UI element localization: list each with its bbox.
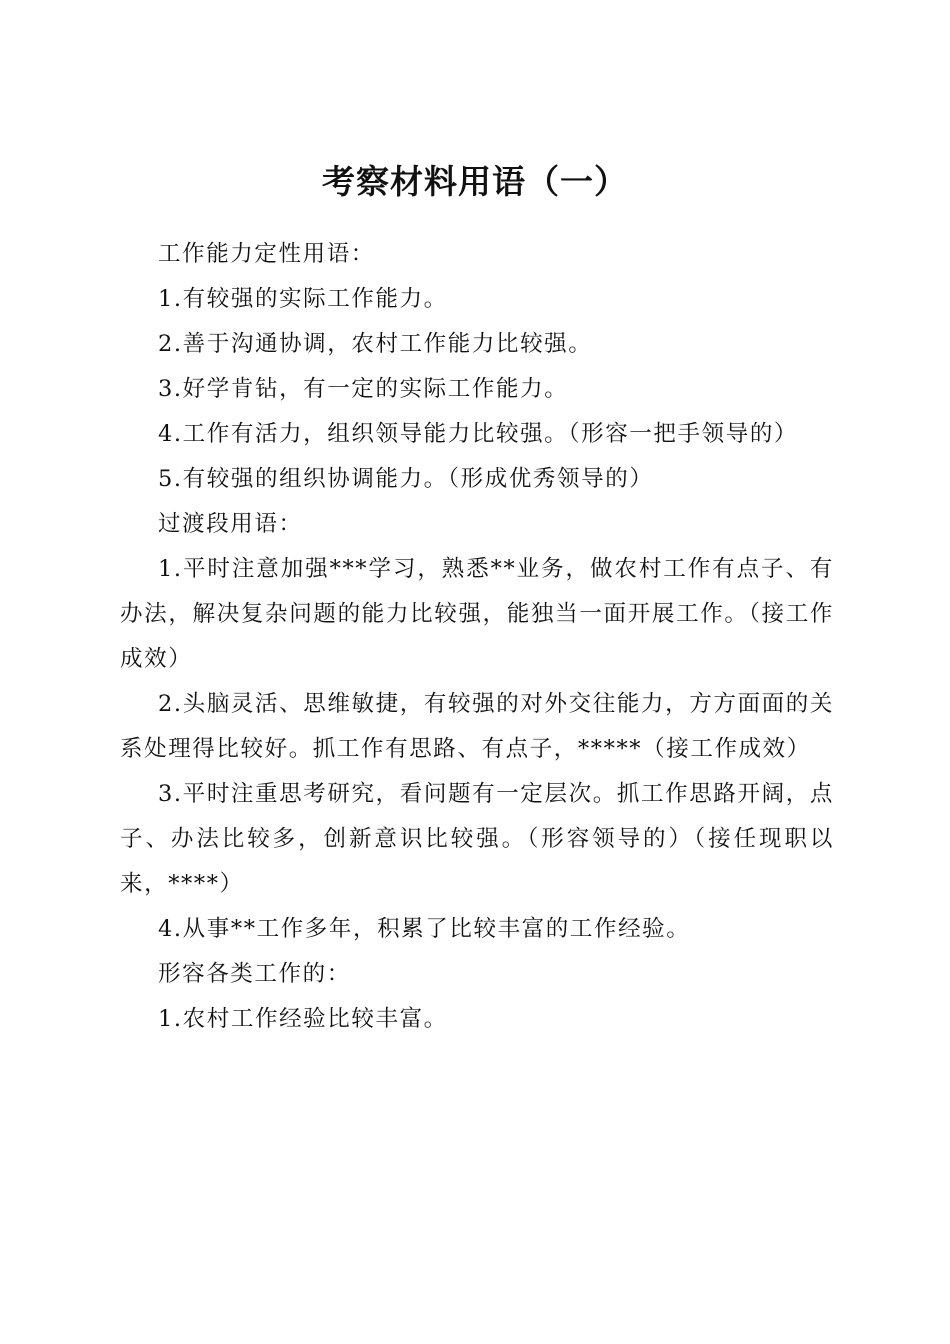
list-item: 3.好学肯钻，有一定的实际工作能力。 — [158, 376, 569, 402]
list-item: 2.善于沟通协调，农村工作能力比较强。 — [158, 331, 593, 357]
page-title: 考察材料用语（一） — [322, 162, 628, 202]
list-item: 3.平时注重思考研究，看问题有一定层次。抓工作思路开阔，点子、办法比较多，创新意识比较强。（形容领导的）（接任现职以来，****） — [120, 781, 834, 897]
list-item: 4.工作有活力，组织领导能力比较强。（形容一把手领导的） — [158, 421, 799, 447]
list-item: 2.头脑灵活、思维敏捷，有较强的对外交往能力，方方面面的关系处理得比较好。抓工作有思路、有点子，*****（接工作成效） — [120, 691, 834, 762]
list-item: 5.有较强的组织协调能力。（形成优秀领导的） — [158, 466, 654, 492]
list-item: 1.农村工作经验比较丰富。 — [158, 1006, 448, 1032]
list-item: 4.从事**工作多年，积累了比较丰富的工作经验。 — [158, 916, 691, 942]
section-heading-transition: 过渡段用语： — [158, 511, 303, 537]
list-item: 1.有较强的实际工作能力。 — [158, 286, 448, 312]
document-body — [120, 232, 834, 1042]
list-item: 1.平时注意加强***学习，熟悉**业务，做农村工作有点子、有办法，解决复杂问题的能力比较强，能独当一面开展工作。（接工作成效） — [120, 556, 834, 672]
section-heading-work-ability: 工作能力定性用语： — [158, 241, 375, 267]
section-heading-work-types: 形容各类工作的： — [158, 961, 351, 987]
